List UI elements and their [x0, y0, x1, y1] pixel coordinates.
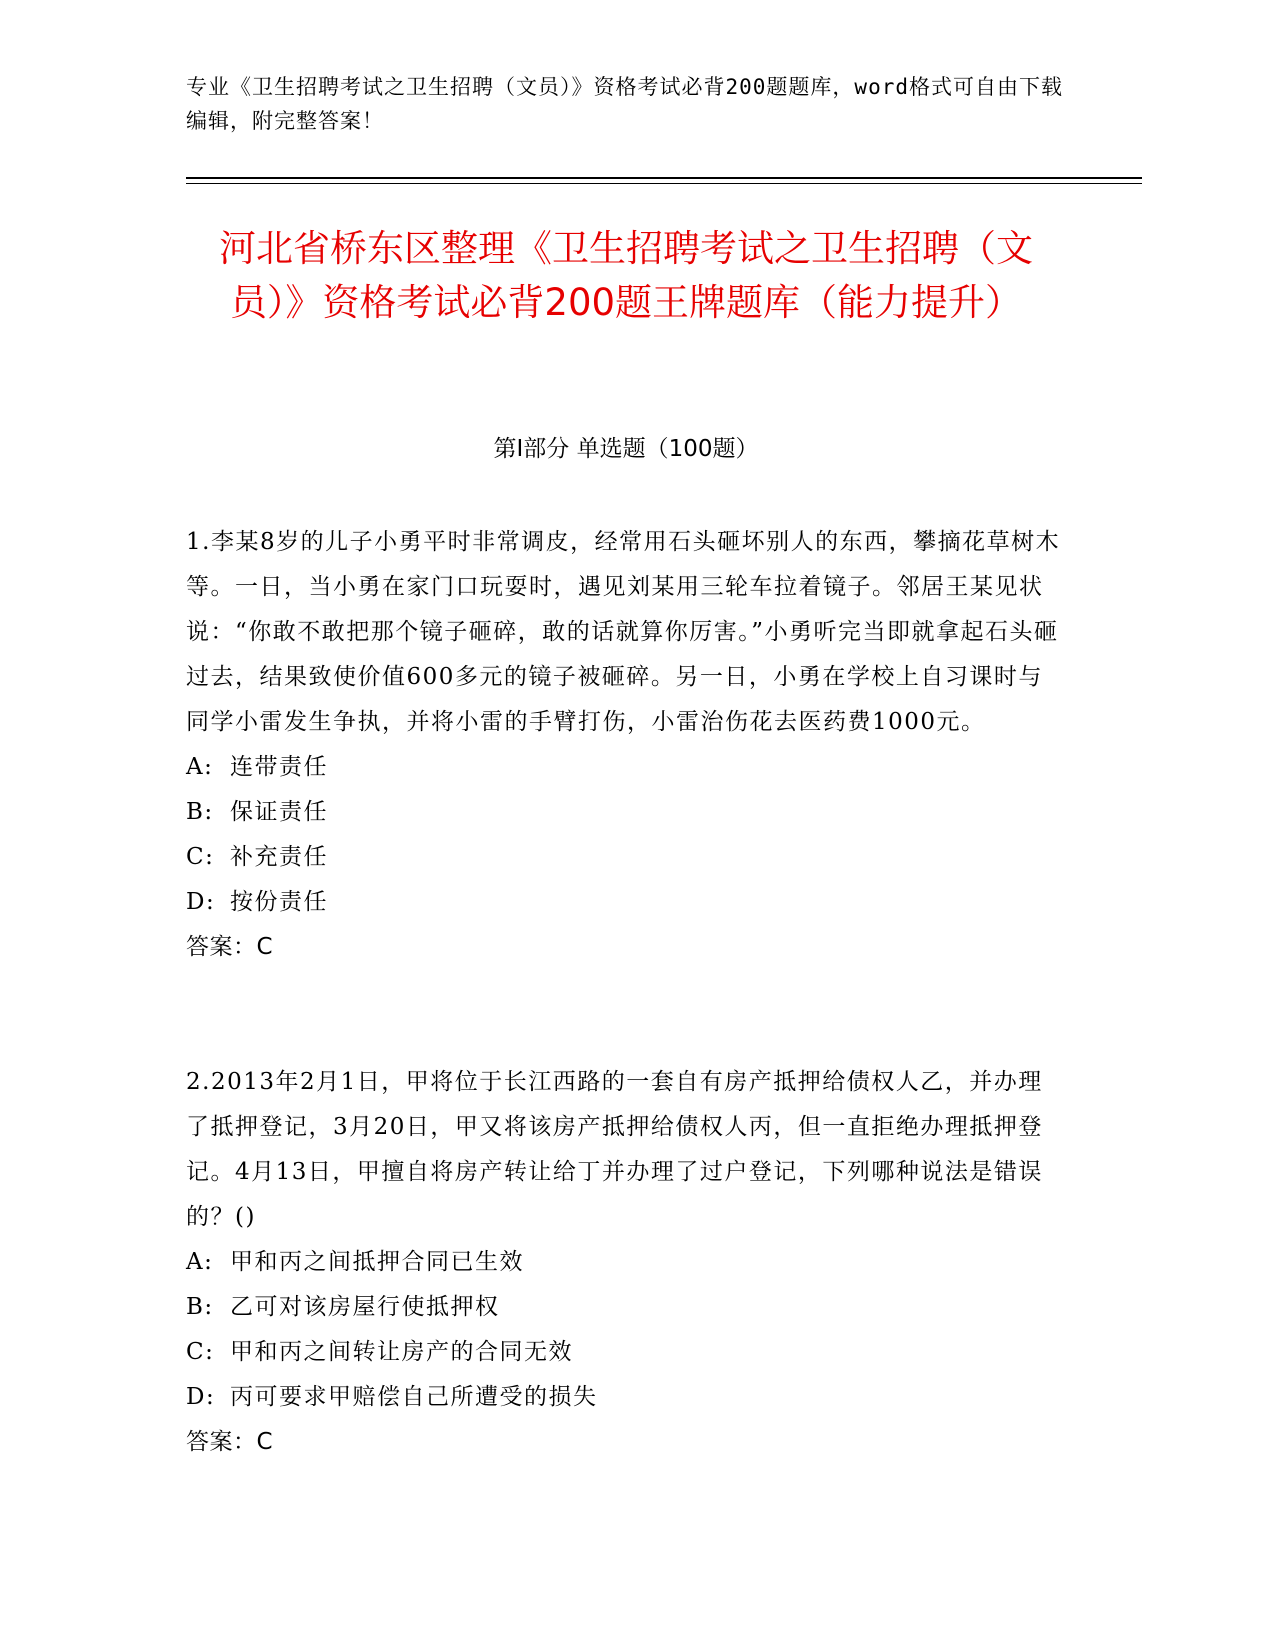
option-text: 甲和丙之间转让房产的合同无效	[230, 1339, 573, 1365]
option-letter: B:	[186, 799, 214, 825]
header-rule-thin	[186, 183, 1142, 184]
option-letter: A:	[186, 754, 214, 780]
option-letter: C:	[186, 1339, 215, 1365]
option-letter: C:	[186, 844, 215, 870]
option-c	[186, 835, 1066, 880]
option-text: 连带责任	[230, 754, 328, 780]
option-text: 乙可对该房屋行使抵押权	[230, 1294, 500, 1320]
question-2	[186, 1060, 1066, 1465]
header-rule-thick	[186, 177, 1142, 179]
option-b	[186, 790, 1066, 835]
header-note: 专业《卫生招聘考试之卫生招聘（文员）》资格考试必背200题题库，word格式可自由下载编辑，附完整答案！	[186, 75, 1063, 133]
option-text: 甲和丙之间抵押合同已生效	[230, 1249, 524, 1275]
section-heading: 第Ⅰ部分 单选题（100题）	[493, 436, 759, 462]
option-a	[186, 745, 1066, 790]
option-letter: A:	[186, 1249, 214, 1275]
option-a	[186, 1240, 1066, 1285]
option-letter: D:	[186, 1384, 216, 1410]
document-title: 河北省桥东区整理《卫生招聘考试之卫生招聘（文员）》资格考试必背200题王牌题库（能力提升）	[219, 227, 1033, 324]
option-text: 保证责任	[230, 799, 328, 825]
option-b	[186, 1285, 1066, 1330]
option-c	[186, 1330, 1066, 1375]
option-d	[186, 880, 1066, 925]
option-letter: B:	[186, 1294, 214, 1320]
question-stem: 2.2013年2月1日，甲将位于长江西路的一套自有房产抵押给债权人乙，并办理了抵押登记，3月20日，甲又将该房产抵押给债权人丙，但一直拒绝办理抵押登记。4月13日，甲擅自将房产转让给丁并办理了过户登记，下列哪种说法是错误的？()	[186, 1069, 1043, 1230]
option-text: 补充责任	[230, 844, 328, 870]
option-letter: D:	[186, 889, 216, 915]
question-1	[186, 520, 1066, 970]
answer-line: 答案：C	[186, 934, 274, 960]
answer-line: 答案：C	[186, 1429, 274, 1455]
option-text: 丙可要求甲赔偿自己所遭受的损失	[230, 1384, 598, 1410]
question-stem: 1.李某8岁的儿子小勇平时非常调皮，经常用石头砸坏别人的东西，攀摘花草树木等。一日，当小勇在家门口玩耍时，遇见刘某用三轮车拉着镜子。邻居王某见状说：“你敢不敢把那个镜子砸碎，敢的话就算你厉害。”小勇听完当即就拿起石头砸过去，结果致使价值600多元的镜子被砸碎。另一日，小勇在学校上自习课时与同学小雷发生争执，并将小雷的手臂打伤，小雷治伤花去医药费1000元。	[186, 529, 1061, 735]
option-text: 按份责任	[230, 889, 328, 915]
option-d	[186, 1375, 1066, 1420]
